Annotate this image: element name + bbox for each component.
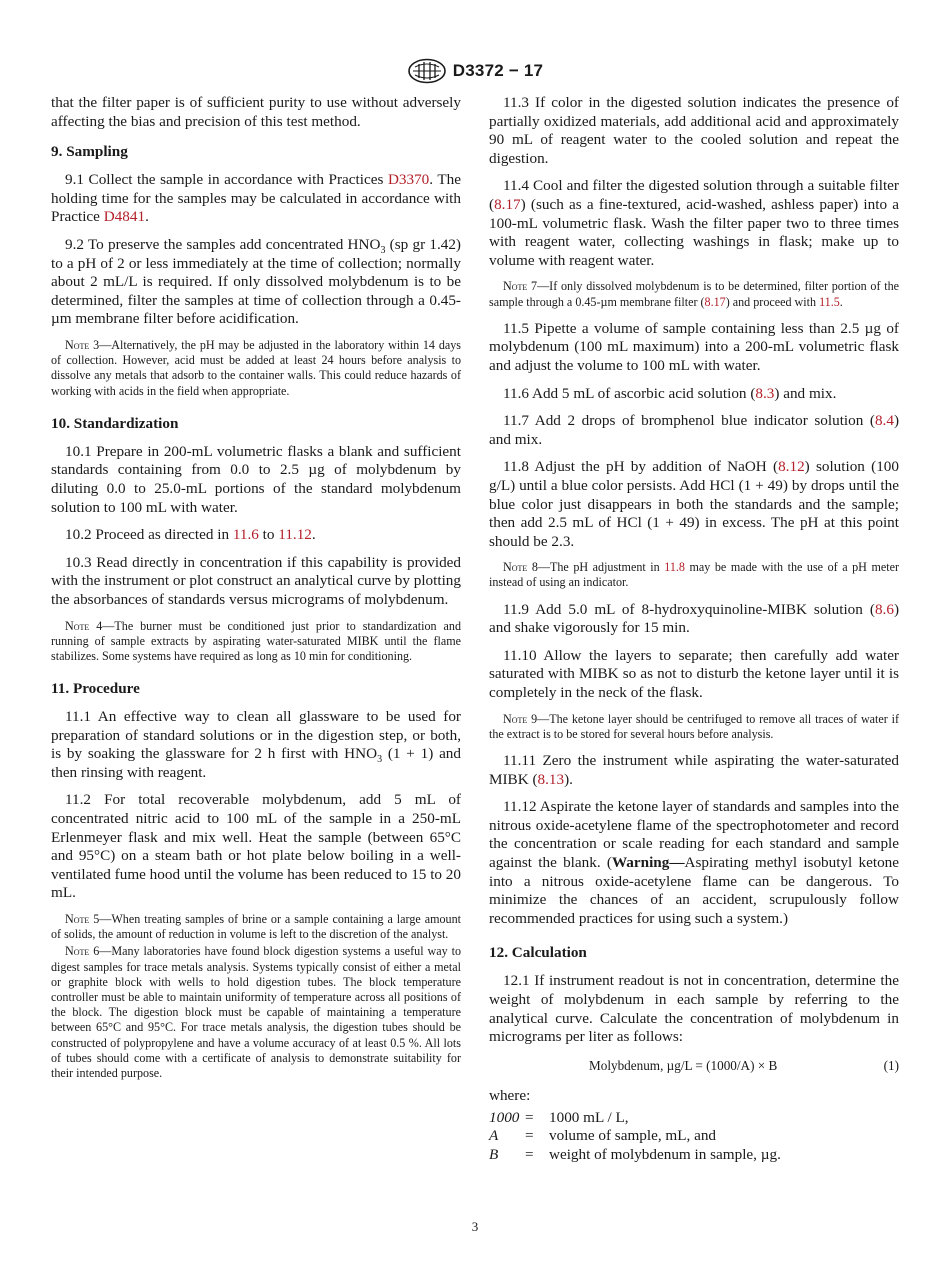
note-8: Note 8—The pH adjustment in 11.8 may be made with the use of a pH meter instead of using an indicator. [489, 560, 899, 590]
variable-definitions [489, 1109, 899, 1165]
paragraph-10-1: 10.1 Prepare in 200-mL volumetric flasks a blank and sufficient standards containing from 0.0 to 2.5 µg of molybdenum by diluting 0.0 to 25.0-mL portions of the standard molybdenum solution to 100 mL with water. [51, 442, 461, 516]
note-3: Note 3—Alternatively, the pH may be adjusted in the laboratory within 14 days of collection. However, acid must be added at least 24 hours before analysis to dissolve any metals that adsorb to the container walls. This could reduce hazards of working with acids in the field when appropriate. [51, 337, 461, 398]
note-9: Note 9—The ketone layer should be centrifuged to remove all traces of water if the extract is to be stored for several hours before analysis. [489, 711, 899, 741]
document-designation: D3372 − 17 [452, 61, 544, 80]
left-column [51, 94, 461, 1091]
definition-row: A = volume of sample, mL, and [489, 1127, 717, 1145]
paragraph-9-1: 9.1 Collect the sample in accordance with Practices D3370. The holding time for the samples may be calculated in accordance with Practice D4841. [51, 171, 461, 226]
paragraph-11-4: 11.4 Cool and filter the digested solution through a suitable filter (8.17) (such as a fine-textured, acid-washed, ashless paper) into a 100-mL volumetric flask. Wash the filter paper two to three times with reagent water, collecting washings in flask; make up to volume with reagent water. [489, 177, 899, 269]
ref-8-4-link[interactable]: 8.4 [874, 412, 894, 430]
section-11-heading: 11. Procedure [51, 680, 140, 698]
section-12-heading: 12. Calculation [489, 944, 587, 962]
paragraph-11-11: 11.11 Zero the instrument while aspirating the water-saturated MIBK (8.13). [489, 752, 899, 788]
equation-expression: Molybdenum, µg/L = (1000/A) × B [589, 1057, 778, 1073]
ref-8-17-link[interactable]: 8.17 [494, 195, 521, 213]
paragraph-9-2: 9.2 To preserve the samples add concentrated $HNO_3$ (sp gr 1.42) to a pH of 2 or less immediately at the time of collection; normally about 2 mL/L is required. If only dissolved molybdenum is to be determined, filter the samples at time of collection through a 0.45-µm membrane filter before acidification. [51, 235, 461, 328]
paragraph-11-3: 11.3 If color in the digested solution indicates the presence of partially oxidized materials, add additional acid and approximately 90 mL of reagent water to the cooled solution and repeat the digestion. [489, 94, 899, 167]
ref-8-17-link[interactable]: 8.17 [704, 294, 726, 309]
ref-8-3-link[interactable]: 8.3 [755, 384, 775, 402]
equation-1 [489, 1057, 899, 1075]
section-9-heading: 9. Sampling [51, 143, 128, 161]
definition-row: B = weight of molybdenum in sample, µg. [489, 1145, 781, 1163]
paragraph-11-1: 11.1 An effective way to clean all glassware to be used for preparation of standard solutions or in the digestion step, or both, is by soaking the glassware for 2 h first with $HNO_3$ (1 + 1) and then rinsing with reagent. [51, 708, 461, 781]
paragraph-11-5: 11.5 Pipette a volume of sample containing less than 2.5 µg of molybdenum (100 mL maximum) into a 200-mL volumetric flask and adjust the volume to 100 mL with water. [489, 319, 899, 374]
page-header [0, 56, 950, 86]
paragraph-10-2: 10.2 Proceed as directed in 11.6 to 11.12. [65, 526, 316, 544]
section-10-heading: 10. Standardization [51, 414, 179, 432]
definition-row: 1000 = 1000 mL / L, [489, 1108, 629, 1126]
ref-d3370-link[interactable]: D3370 [387, 171, 430, 189]
page-number: 3 [471, 1219, 479, 1234]
where-label: where: [489, 1086, 531, 1104]
paragraph-11-12: 11.12 Aspirate the ketone layer of standards and samples into the nitrous oxide-acetylene flame of the spectrophotometer and record the concentration or scale reading for each standard and sample against the blank. (Warning—Aspirating methyl isobutyl ketone into a nitrous oxide-acetylene flame can be dangerous. To minimize the chances of an accident, scrupulously follow recommended practices for using such a system.) [489, 798, 899, 927]
paragraph-12-1: 12.1 If instrument readout is not in concentration, determine the weight of molybdenum in each sample by referring to the analytical curve. Calculate the concentration of molybdenum in micrograms per liter as follows: [489, 972, 899, 1046]
paragraph-11-9: 11.9 Add 5.0 mL of 8-hydroxyquinoline-MIBK solution (8.6) and shake vigorously for 15 min. [489, 600, 899, 637]
note-5: Note 5—When treating samples of brine or a sample containing a large amount of solids, the amount of reduction in volume is left to the discretion of the analyst. [51, 912, 461, 942]
ref-11-12-link[interactable]: 11.12 [278, 526, 312, 544]
paragraph-11-8: 11.8 Adjust the pH by addition of NaOH (8.12) solution (100 g/L) until a blue color persists. Add HCl (1 + 49) by drops until the blue color just disappears in both the standards and the sample; then add 2.5 mL of HCl (1 + 49) in excess. The pH at this point should be 2.3. [489, 458, 899, 550]
continued-paragraph: that the filter paper is of sufficient purity to use without adversely affecting the bias and precision of this test method. [51, 94, 461, 130]
ref-8-6-link[interactable]: 8.6 [874, 600, 894, 618]
paragraph-11-6: 11.6 Add 5 mL of ascorbic acid solution (8.3) and mix. [503, 384, 837, 402]
equation-number: (1) [883, 1057, 899, 1073]
note-4: Note 4—The burner must be conditioned just prior to standardization and running of sample extracts by aspirating water-saturated MIBK until the flame stabilizes. Some systems have required as long as 10 min for conditioning. [51, 618, 461, 663]
ref-11-8-link[interactable]: 11.8 [664, 560, 685, 575]
ref-8-13-link[interactable]: 8.13 [537, 770, 565, 788]
note-7: Note 7—If only dissolved molybdenum is to be determined, filter portion of the sample through a 0.45-µm membrane filter (8.17) and proceed with 11.5. [489, 279, 899, 309]
note-6: Note 6—Many laboratories have found block digestion systems a useful way to digest samples for trace metals analysis. Systems typically consist of either a metal or graphite block with wells to hold digestion tubes. The block temperature controller must be able to maintain uniformity of temperature across all positions of the block. The digestion block must be capable of maintaining a temperature between 65°C and 95°C. For trace metals analysis, the digestion tubes should be constructed of polypropylene and have a volume accuracy of at least 0.5 %. All lots of tubes should come with a certificate of analysis to demonstrate suitability for their intended purpose. [51, 944, 461, 1081]
ref-11-5-link[interactable]: 11.5 [819, 294, 840, 309]
ref-d4841-link[interactable]: D4841 [103, 208, 146, 226]
paragraph-11-7: 11.7 Add 2 drops of bromphenol blue indicator solution (8.4) and mix. [489, 412, 899, 448]
astm-logo-icon [407, 58, 447, 84]
ref-8-12-link[interactable]: 8.12 [778, 458, 805, 476]
paragraph-11-2: 11.2 For total recoverable molybdenum, add 5 mL of concentrated nitric acid to 100 mL of the sample in a 250-mL Erlenmeyer flask and mix well. Heat the sample (between 65°C and 95°C) on a steam bath or hot plate below boiling in a well-ventilated fume hood until the volume has been reduced to 15 to 20 mL. [51, 791, 461, 902]
right-column [489, 94, 899, 1165]
ref-11-6-link[interactable]: 11.6 [232, 526, 259, 544]
paragraph-10-3: 10.3 Read directly in concentration if this capability is provided with the instrument or plot construct an analytical curve by plotting the absorbances of standards versus micrograms of molybdenum. [51, 553, 461, 608]
paragraph-11-10: 11.10 Allow the layers to separate; then carefully add water saturated with MIBK so as not to disturb the ketone layer until it is completely in the neck of the flask. [489, 646, 899, 702]
